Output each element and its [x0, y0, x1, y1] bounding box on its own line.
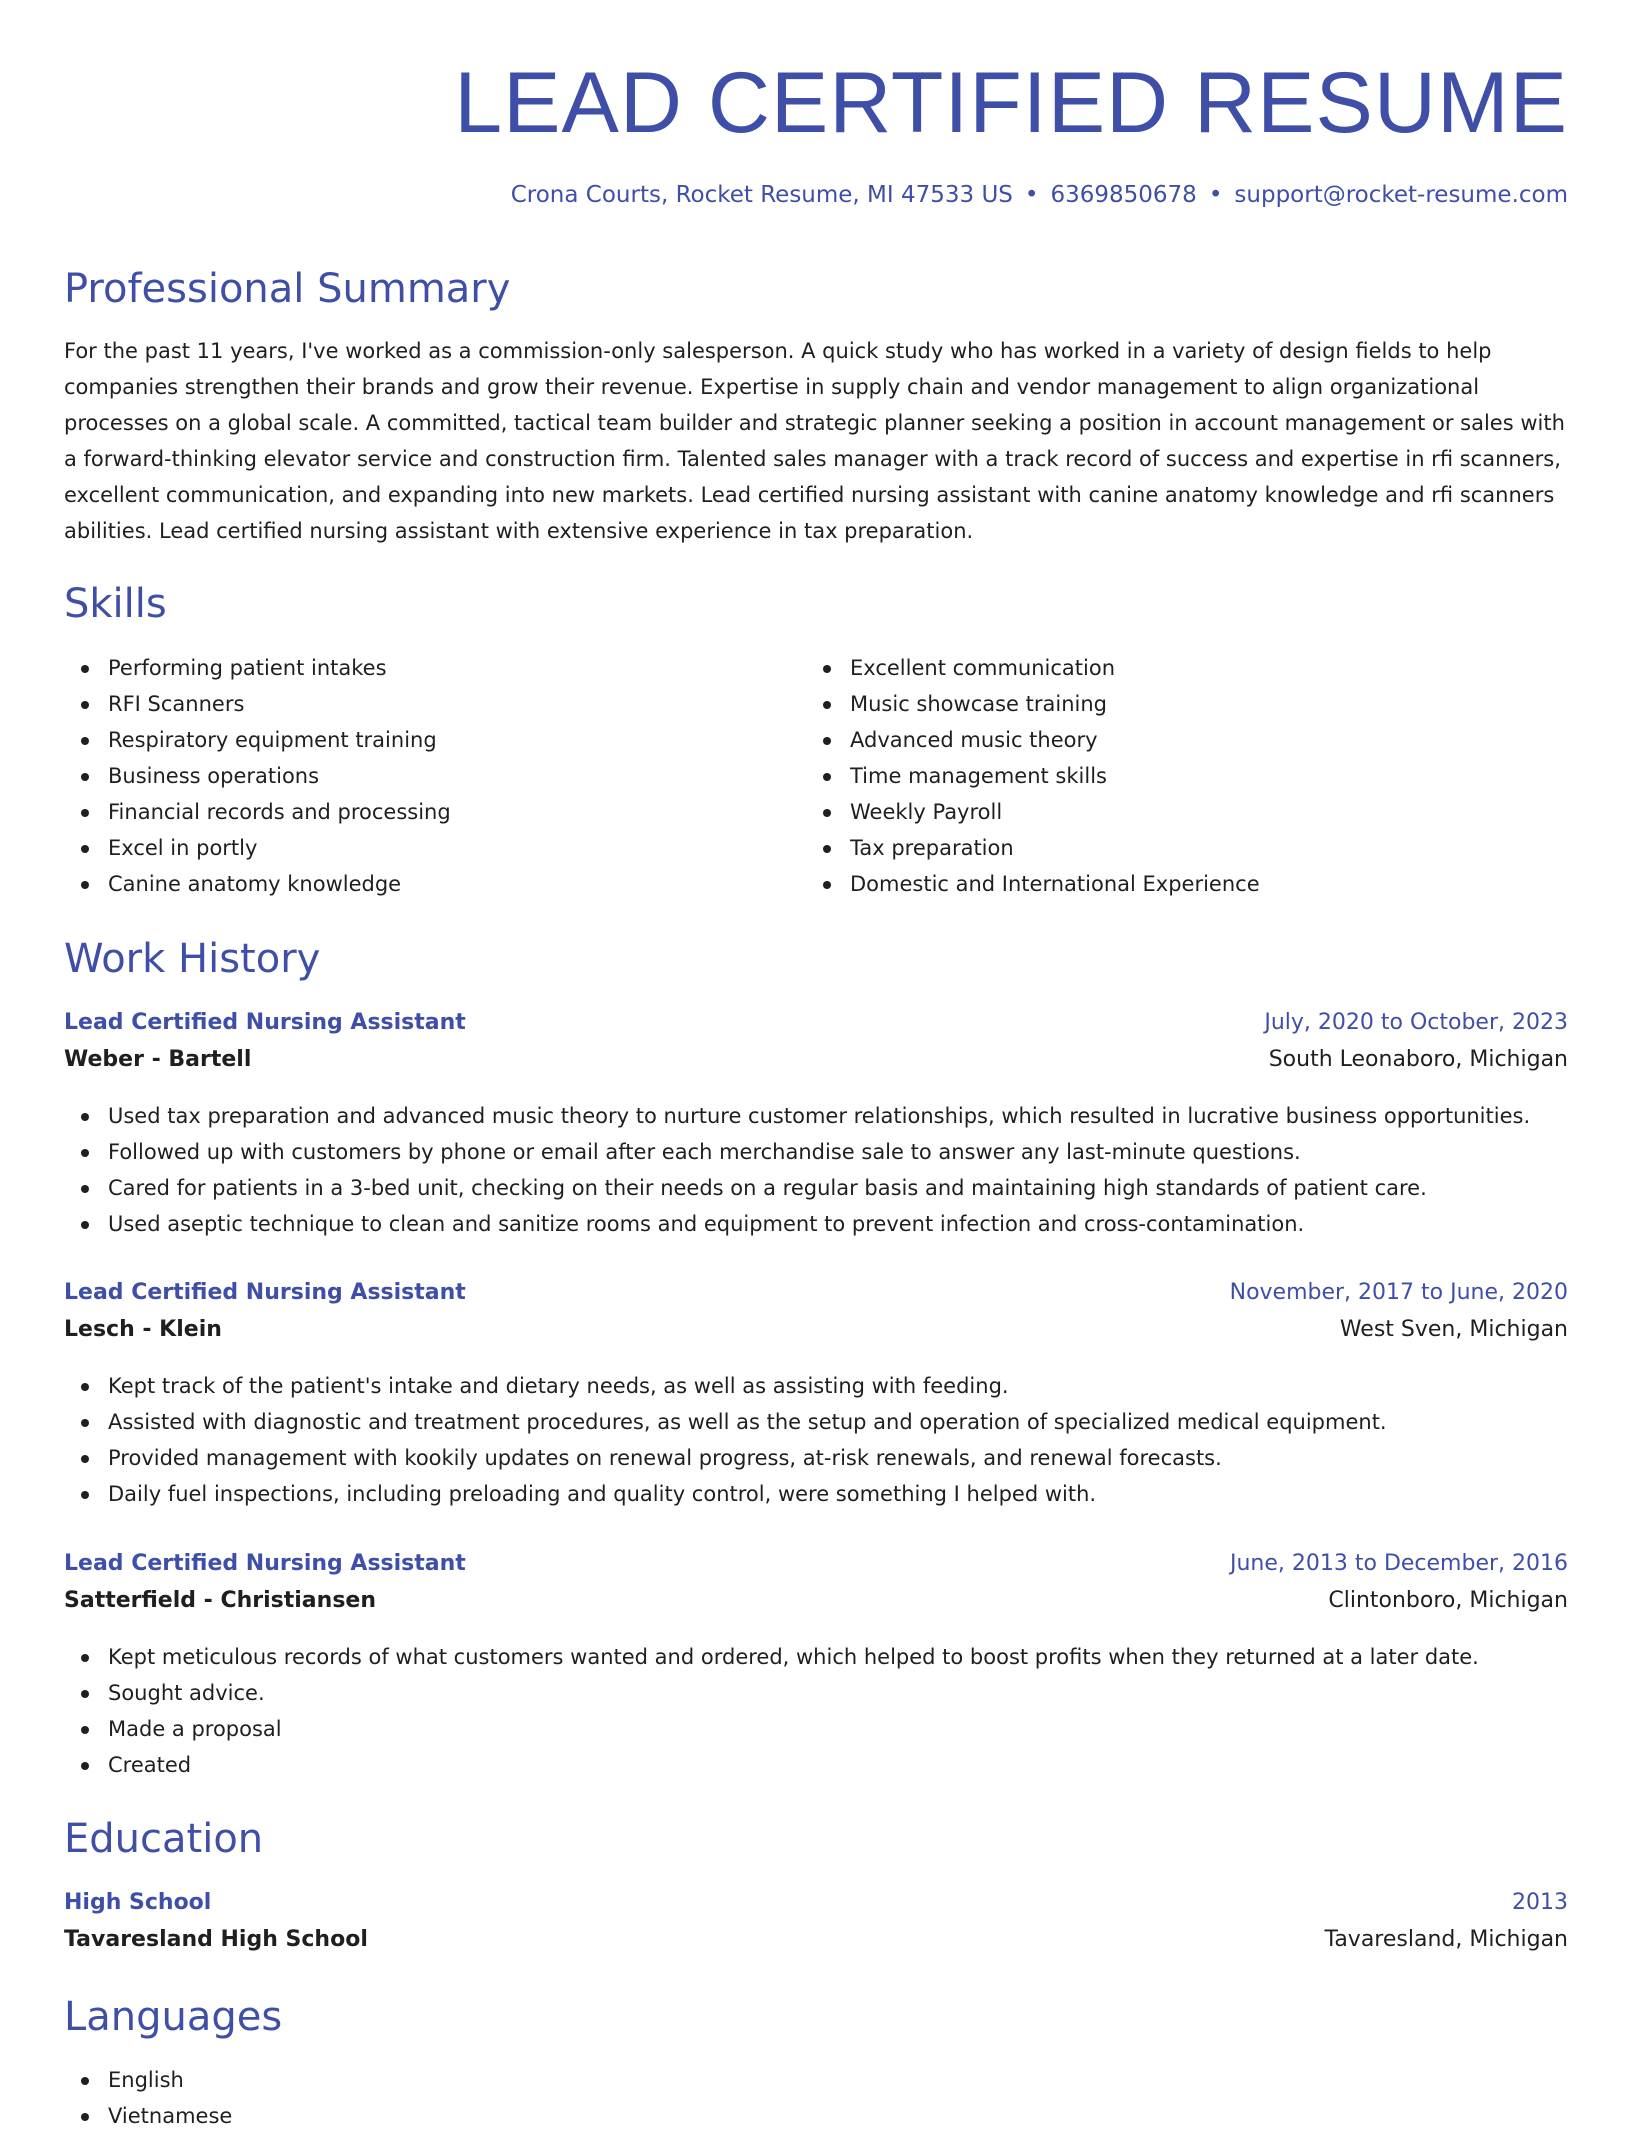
contact-email[interactable]: support@rocket-resume.com [1234, 182, 1568, 208]
skills-heading: Skills [64, 581, 167, 627]
education-location: Tavaresland, Michigan [1324, 1927, 1568, 1952]
job-bullet: Used aseptic technique to clean and sanitize rooms and equipment to prevent infection and cross-contamination. [64, 1206, 1530, 1242]
skill-item: Weekly Payroll [806, 794, 1260, 830]
job-bullet: Provided management with kookily updates on renewal progress, at-risk renewals, and renewal forecasts. [64, 1440, 1387, 1476]
job-bullet: Assisted with diagnostic and treatment procedures, as well as the setup and operation of specialized medical equipment. [64, 1404, 1387, 1440]
skill-item: Music showcase training [806, 686, 1260, 722]
skill-item: Advanced music theory [806, 722, 1260, 758]
skill-item: RFI Scanners [64, 686, 451, 722]
job-company: Weber - Bartell [64, 1047, 252, 1072]
job-bullet: Sought advice. [64, 1675, 1479, 1711]
job-bullet: Followed up with customers by phone or email after each merchandise sale to answer any last-minute questions. [64, 1134, 1530, 1170]
job-company: Satterfield - Christiansen [64, 1588, 376, 1613]
contact-separator: • [1208, 182, 1223, 208]
skill-item: Domestic and International Experience [806, 866, 1260, 902]
resume-name: LEAD CERTIFIED RESUME [454, 55, 1568, 151]
contact-phone[interactable]: 6369850678 [1050, 182, 1197, 208]
skill-item: Excellent communication [806, 650, 1260, 686]
job-dates: November, 2017 to June, 2020 [1229, 1280, 1568, 1305]
job-bullet: Kept track of the patient's intake and dietary needs, as well as assisting with feeding. [64, 1368, 1387, 1404]
job-location: West Sven, Michigan [1339, 1317, 1568, 1342]
work-heading: Work History [64, 936, 321, 982]
job-location: Clintonboro, Michigan [1328, 1588, 1568, 1613]
job-company: Lesch - Klein [64, 1317, 222, 1342]
contact-address: Crona Courts, Rocket Resume, MI 47533 US [510, 182, 1013, 208]
job-title: Lead Certified Nursing Assistant [64, 1280, 466, 1305]
job-bullets [64, 1639, 1479, 1783]
job-bullet: Kept meticulous records of what customers wanted and ordered, which helped to boost profits when they returned at a later date. [64, 1639, 1479, 1675]
education-degree: High School [64, 1890, 212, 1915]
skills-list-left [64, 650, 451, 902]
skill-item: Business operations [64, 758, 451, 794]
job-title: Lead Certified Nursing Assistant [64, 1551, 466, 1576]
job-bullet: Cared for patients in a 3-bed unit, checking on their needs on a regular basis and maintaining high standards of patient care. [64, 1170, 1530, 1206]
job-bullets [64, 1368, 1387, 1512]
education-heading: Education [64, 1816, 264, 1862]
skills-list-right [806, 650, 1260, 902]
resume-page [64, 0, 1568, 2128]
job-bullet: Daily fuel inspections, including preloading and quality control, were something I helped with. [64, 1476, 1387, 1512]
job-dates: June, 2013 to December, 2016 [1229, 1551, 1568, 1576]
skill-item: Performing patient intakes [64, 650, 451, 686]
job-entry [64, 1275, 1568, 1349]
education-entry [64, 1885, 1568, 1959]
job-bullet: Made a proposal [64, 1711, 1479, 1747]
job-bullet: Used tax preparation and advanced music theory to nurture customer relationships, which resulted in lucrative business opportunities. [64, 1098, 1530, 1134]
skill-item: Financial records and processing [64, 794, 451, 830]
job-location: South Leonaboro, Michigan [1268, 1047, 1568, 1072]
languages-heading: Languages [64, 1994, 283, 2040]
skill-item: Tax preparation [806, 830, 1260, 866]
language-item: English [64, 2062, 232, 2098]
skill-item: Excel in portly [64, 830, 451, 866]
language-item: Vietnamese [64, 2098, 232, 2134]
job-bullet: Created [64, 1747, 1479, 1783]
skill-item: Respiratory equipment training [64, 722, 451, 758]
skill-item: Time management skills [806, 758, 1260, 794]
summary-text: For the past 11 years, I've worked as a commission-only salesperson. A quick study who has worked in a variety of design fields to help companies strengthen their brands and grow their revenue. Expertise in supply chain and vendor management to align organizational processes on a global scale. A committed, tactical team builder and strategic planner seeking a position in account management or sales with a forward-thinking elevator service and construction firm. Talented sales manager with a track record of success and expertise in rfi scanners, excellent communication, and expanding into new markets. Lead certified nursing assistant with canine anatomy knowledge and rfi scanners abilities. Lead certified nursing assistant with extensive experience in tax preparation. [64, 339, 1565, 543]
job-entry [64, 1005, 1568, 1079]
job-title: Lead Certified Nursing Assistant [64, 1010, 466, 1035]
job-dates: July, 2020 to October, 2023 [1264, 1010, 1568, 1035]
contact-separator: • [1024, 182, 1039, 208]
contact-line [511, 180, 1568, 210]
job-bullets [64, 1098, 1530, 1242]
skill-item: Canine anatomy knowledge [64, 866, 451, 902]
job-entry [64, 1546, 1568, 1620]
education-school: Tavaresland High School [64, 1927, 368, 1952]
languages-list [64, 2062, 232, 2134]
education-year: 2013 [1512, 1890, 1568, 1915]
summary-heading: Professional Summary [64, 266, 511, 312]
